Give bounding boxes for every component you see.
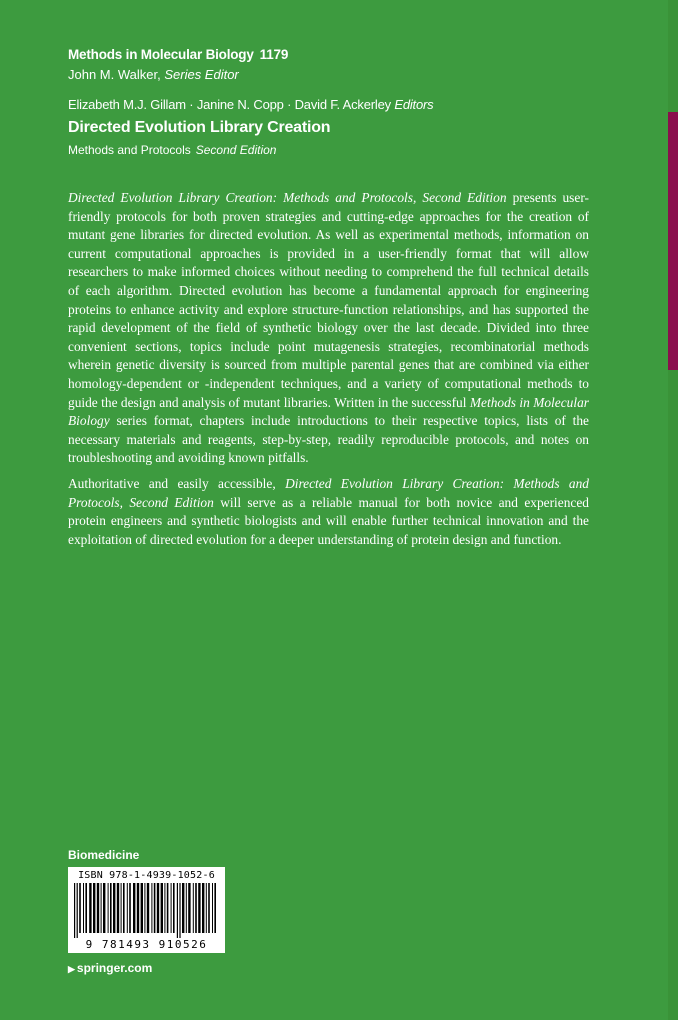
barcode-bar <box>157 883 159 933</box>
barcode-bar <box>79 883 81 933</box>
publisher-site: springer.com <box>76 961 153 975</box>
barcode-bar <box>110 883 112 933</box>
spine-color-mark <box>668 112 678 370</box>
barcode-bar <box>188 883 190 933</box>
description-text: Authoritative and easily accessible, <box>68 475 286 491</box>
barcode-bar <box>212 883 213 933</box>
description-paragraph-2 <box>68 475 589 549</box>
barcode-bar <box>202 883 204 933</box>
barcode-bar <box>113 883 115 933</box>
barcode-bar <box>161 883 163 933</box>
barcode-bar <box>177 883 178 938</box>
barcode-bar <box>154 883 156 933</box>
barcode-bar <box>206 883 207 933</box>
barcode-bar <box>127 883 128 933</box>
book-editors <box>68 97 433 112</box>
barcode-bar <box>133 883 135 933</box>
series-editor-name: John M. Walker, <box>68 67 161 82</box>
barcode-bar <box>89 883 91 933</box>
barcode-bar <box>164 883 165 933</box>
barcode-bar <box>108 883 109 933</box>
barcode-bar <box>141 883 143 933</box>
isbn-label: ISBN 978-1-4939-1052-6 <box>78 870 215 881</box>
edition-text: Second Edition <box>195 143 277 157</box>
barcode-bar <box>74 883 75 938</box>
barcode-bar <box>123 883 125 933</box>
barcode-bar <box>173 883 175 933</box>
description-title-ref: Directed Evolution Library Creation: Methods and Protocols, Second Edition <box>68 190 507 205</box>
barcode-bar <box>186 883 187 933</box>
barcode-bar <box>97 883 99 933</box>
barcode-bar <box>195 883 197 933</box>
barcode-bar <box>151 883 152 933</box>
barcode-bar <box>208 883 210 933</box>
subtitle-text: Methods and Protocols <box>68 143 191 157</box>
barcode-bar <box>129 883 131 933</box>
barcode-bar <box>214 883 216 933</box>
barcode-bar <box>182 883 184 933</box>
description-series-ref: Methods in Molecular Biology <box>68 394 589 429</box>
description-text: presents user-friendly protocols for both proven strategies and cutting-edge approaches for the creation of mutant gene libraries for directed evolution. As well as experimental methods, information on current computational approaches is provided in a user-friendly format that will allow researchers to make informed choices without needing to comprehend the full technical details of each algorithm. Directed evolution has become a fundamental approach for engineering proteins to enhance activity and explore structure-function relationships, and has supported the rapid development of the field of synthetic biology over the last decade. Divided into three convenient sections, topics include point mutagenesis strategies, recombinatorial methods wherein genetic diversity is sourced from multiple parental genes that are combined via either homology-dependent or -independent techniques, and a variety of computational methods to guide the design and analysis of mutant libraries. Written in the successful <box>68 190 589 410</box>
barcode-bar <box>77 883 78 938</box>
barcode-bar <box>137 883 139 933</box>
barcode-bar <box>121 883 122 933</box>
barcode-bar <box>167 883 169 933</box>
barcode-bar <box>198 883 200 933</box>
series-title <box>68 47 288 62</box>
barcode-bar <box>144 883 145 933</box>
barcode-bar <box>83 883 84 933</box>
barcode-bar <box>101 883 102 933</box>
series-editor <box>68 67 239 82</box>
publisher-link[interactable] <box>68 961 152 975</box>
barcode-bar <box>193 883 194 933</box>
isbn-digits: 9 781493 910526 <box>85 938 208 951</box>
description-paragraph-1 <box>68 189 589 468</box>
book-description <box>68 189 589 549</box>
barcode-bar <box>117 883 119 933</box>
barcode-bar <box>85 883 87 933</box>
book-title: Directed Evolution Library Creation <box>68 119 331 136</box>
barcode-bar <box>93 883 95 933</box>
arrow-right-icon: ▶ <box>68 964 75 974</box>
editors-role: Editors <box>394 97 434 112</box>
series-name: Methods in Molecular Biology <box>68 47 254 62</box>
editor-names: Elizabeth M.J. Gillam · Janine N. Copp · David F. Ackerley <box>68 97 391 112</box>
subject-category: Biomedicine <box>68 848 140 862</box>
barcode-bars <box>72 883 221 938</box>
barcode-bar <box>171 883 172 933</box>
barcode-bar <box>179 883 180 938</box>
isbn-barcode <box>68 867 225 953</box>
barcode-bar <box>147 883 149 933</box>
series-number: 1179 <box>259 47 289 62</box>
series-editor-role: Series Editor <box>164 67 239 82</box>
book-subtitle <box>68 143 276 157</box>
description-title-ref: Directed Evolution Library Creation: Methods and Protocols, Second Edition <box>68 475 590 510</box>
description-text: series format, chapters include introductions to their respective topics, lists of the necessary materials and reagents, step-by-step, readily reproducible protocols, and notes on troubleshooting and avoiding known pitfalls. <box>68 413 589 466</box>
description-text: will serve as a reliable manual for both novice and experienced protein engineers and synthetic biologists and will enable further technical innovation and the exploitation of directed evolution for a deeper understanding of protein design and function. <box>68 494 589 547</box>
barcode-bar <box>103 883 105 933</box>
